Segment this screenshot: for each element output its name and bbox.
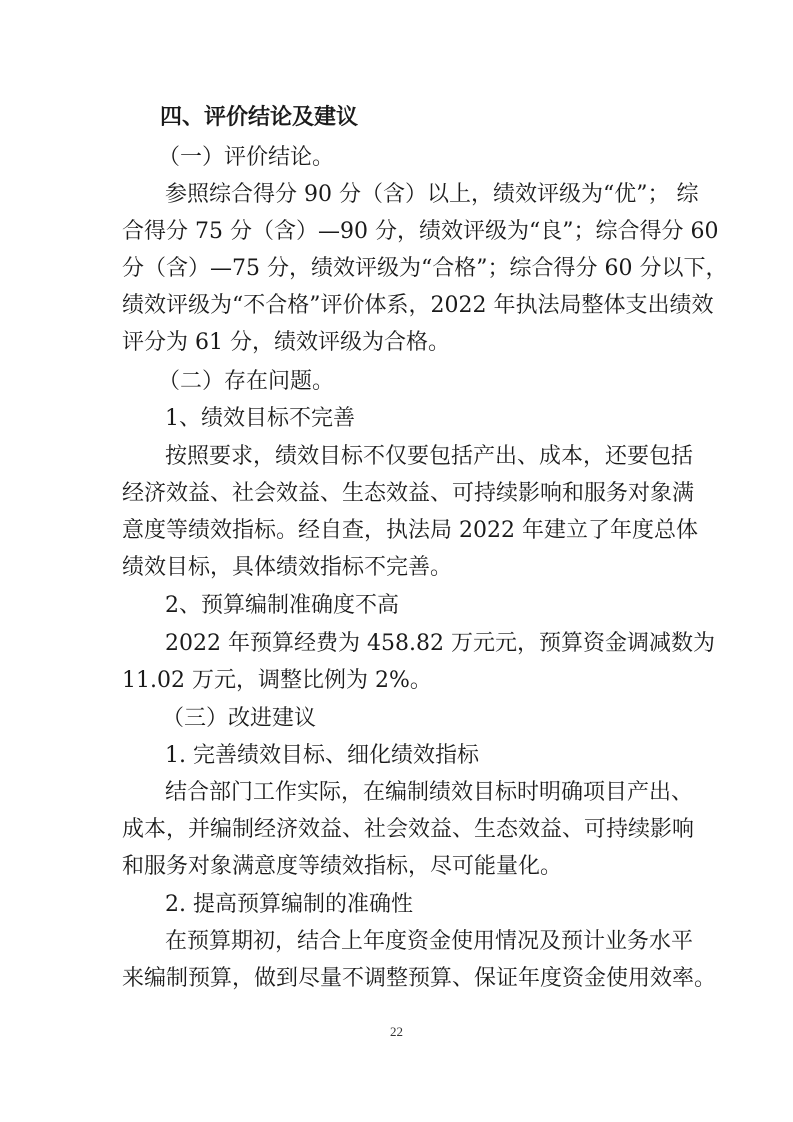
paragraph-line: 11.02 万元，调整比例为 2%。 bbox=[122, 668, 432, 693]
paragraph-line: 参照综合得分 90 分（含）以上，绩效评级为“优”； 综 bbox=[165, 182, 699, 207]
paragraph-line: 在预算期初，结合上年度资金使用情况及预计业务水平 bbox=[165, 929, 694, 954]
page-number: 22 bbox=[390, 1024, 403, 1039]
paragraph-line: 意度等绩效指标。经自查，执法局 2022 年建立了年度总体 bbox=[122, 518, 698, 543]
paragraph-line: 成本，并编制经济效益、社会效益、生态效益、可持续影响 bbox=[122, 817, 695, 842]
paragraph-line: 来编制预算，做到尽量不调整预算、保证年度资金使用效率。 bbox=[122, 966, 717, 991]
subsection-heading: （二）存在问题。 bbox=[158, 369, 335, 394]
paragraph-line: 按照要求，绩效目标不仅要包括产出、成本，还要包括 bbox=[165, 444, 694, 469]
paragraph-line: 评分为 61 分，绩效评级为合格。 bbox=[122, 330, 450, 355]
section-heading: 四、评价结论及建议 bbox=[160, 105, 359, 130]
paragraph-line: 绩效目标，具体绩效指标不完善。 bbox=[122, 555, 453, 580]
subsection-heading: （三）改进建议 bbox=[162, 706, 317, 731]
subsection-heading: （一）评价结论。 bbox=[158, 145, 335, 170]
paragraph-line: 结合部门工作实际，在编制绩效目标时明确项目产出、 bbox=[165, 780, 694, 805]
paragraph-line: 分（含）—75 分，绩效评级为“合格”；综合得分 60 分以下， bbox=[122, 256, 728, 281]
paragraph-line: 2022 年预算经费为 458.82 万元元，预算资金调减数为 bbox=[165, 631, 715, 656]
item-heading: 1、绩效目标不完善 bbox=[165, 406, 355, 431]
item-heading: 1. 完善绩效目标、细化绩效指标 bbox=[165, 743, 479, 768]
paragraph-line: 和服务对象满意度等绩效指标，尽可能量化。 bbox=[122, 854, 563, 879]
paragraph-line: 合得分 75 分（含）—90 分，绩效评级为“良”；综合得分 60 bbox=[122, 219, 719, 244]
paragraph-line: 经济效益、社会效益、生态效益、可持续影响和服务对象满 bbox=[122, 481, 695, 506]
paragraph-line: 绩效评级为“不合格”评价体系，2022 年执法局整体支出绩效 bbox=[122, 293, 714, 318]
item-heading: 2. 提高预算编制的准确性 bbox=[165, 892, 413, 917]
item-heading: 2、预算编制准确度不高 bbox=[165, 593, 399, 618]
